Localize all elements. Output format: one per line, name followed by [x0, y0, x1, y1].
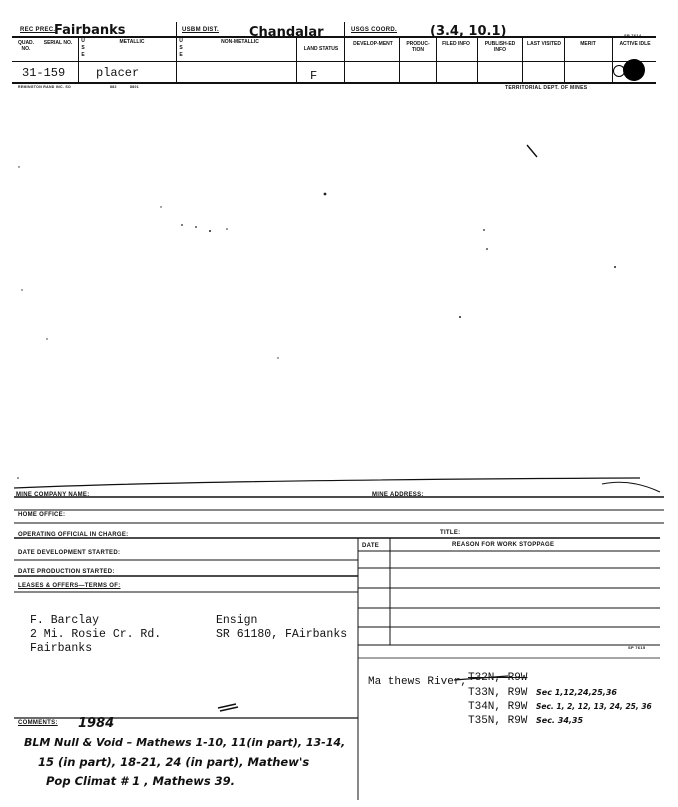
quad-serial-value: 31-159 — [22, 66, 66, 80]
river-name: Ma thews River, — [368, 676, 468, 688]
col-filed-info: FILED INFO — [442, 41, 470, 47]
col-last-visited: LAST VISITED — [527, 41, 561, 47]
dept-label: TERRITORIAL DEPT. OF MINES — [505, 85, 588, 91]
col-merit: MERIT — [580, 41, 596, 47]
mine-address-label: MINE ADDRESS: — [372, 492, 424, 498]
card-edge-right — [602, 482, 660, 492]
lease-name: F. Barclay — [30, 614, 100, 627]
col-land-status: LAND STATUS — [303, 46, 339, 52]
township-t33-sections: Sec 1,12,24,25,36 — [536, 688, 617, 697]
lease-ref: SR 61180, FAirbanks — [216, 628, 348, 641]
township-t35: T35N, R9W — [468, 715, 528, 727]
printer-label: REMINGTON RAND INC. SO — [18, 85, 72, 89]
usgs-coord-label: USGS COORD. — [351, 27, 397, 33]
form-code-2: SP 7615 — [628, 645, 646, 650]
township-t34-sections: Sec. 1, 2, 12, 13, 24, 25, 36 — [536, 702, 652, 711]
col-active-idle: ACTIVE IDLE — [619, 41, 651, 47]
usbm-dist-label: USBM DIST. — [182, 27, 220, 33]
col-e2: E — [179, 52, 183, 58]
metallic-value: placer — [96, 66, 140, 80]
mine-company-name-label: MINE COMPANY NAME: — [16, 492, 90, 498]
usbm-dist-value: Chandalar — [249, 25, 324, 40]
usgs-coord-value: (3.4, 10.1) — [430, 24, 507, 39]
leases-offers-label: LEASES & OFFERS—TERMS OF: — [18, 583, 121, 589]
date-dev-started-label: DATE DEVELOPMENT STARTED: — [18, 550, 121, 556]
lease-addr2: Fairbanks — [30, 642, 93, 655]
comments-line2: 15 (in part), 18-21, 24 (in part), Mathew's — [38, 755, 310, 769]
col-published-info: PUBLISH-ED INFO — [484, 41, 516, 53]
col-serial-no: SERIAL NO. — [43, 40, 73, 46]
col-u: U — [81, 38, 85, 44]
rec-prec-value: Fairbanks — [54, 23, 126, 38]
scribble-mark — [218, 704, 238, 711]
reason-stoppage-label: REASON FOR WORK STOPPAGE — [452, 542, 555, 548]
col-s2: S — [179, 45, 183, 51]
operating-official-label: OPERATING OFFICIAL IN CHARGE: — [18, 532, 129, 538]
comments-year: 1984 — [78, 716, 115, 731]
comments-line1: BLM Null & Void – Mathews 1-10, 11(in part), 13-14, — [24, 736, 346, 749]
lease-addr1: 2 Mi. Rosie Cr. Rd. — [30, 628, 162, 641]
rec-prec-label: REC PREC. — [20, 27, 56, 33]
form-code: SP 7614 — [624, 33, 642, 38]
township-t32-struck: T32N, R9W — [468, 672, 528, 684]
col-production: PRODUC-TION — [406, 41, 430, 53]
col-non-metallic: NON-METALLIC — [221, 39, 259, 45]
comments-line3: Pop Climat # 1 , Mathews 39. — [46, 774, 236, 788]
col-s: S — [81, 45, 85, 51]
township-t33: T33N, R9W — [468, 687, 528, 699]
township-t35-sections: Sec. 34,35 — [536, 716, 584, 725]
land-status-value: F — [310, 69, 318, 83]
printer-code1: 882 — [110, 85, 117, 89]
col-e: E — [81, 52, 85, 58]
home-office-label: HOME OFFICE: — [18, 512, 66, 518]
title-label: TITLE: — [440, 530, 461, 536]
date-prod-started-label: DATE PRODUCTION STARTED: — [18, 569, 115, 575]
col-development: DEVELOP-MENT — [353, 41, 393, 47]
card-edge-curve — [14, 478, 640, 488]
col-quad-no: QUAD. NO. — [17, 40, 35, 52]
col-u2: U — [179, 38, 183, 44]
lease-name2: Ensign — [216, 614, 258, 627]
col-metallic: METALLIC — [119, 39, 145, 45]
printer-code2: 8801 — [130, 85, 139, 89]
comments-label: COMMENTS: — [18, 720, 58, 726]
township-t34: T34N, R9W — [468, 701, 528, 713]
date-col-label: DATE — [362, 543, 380, 549]
